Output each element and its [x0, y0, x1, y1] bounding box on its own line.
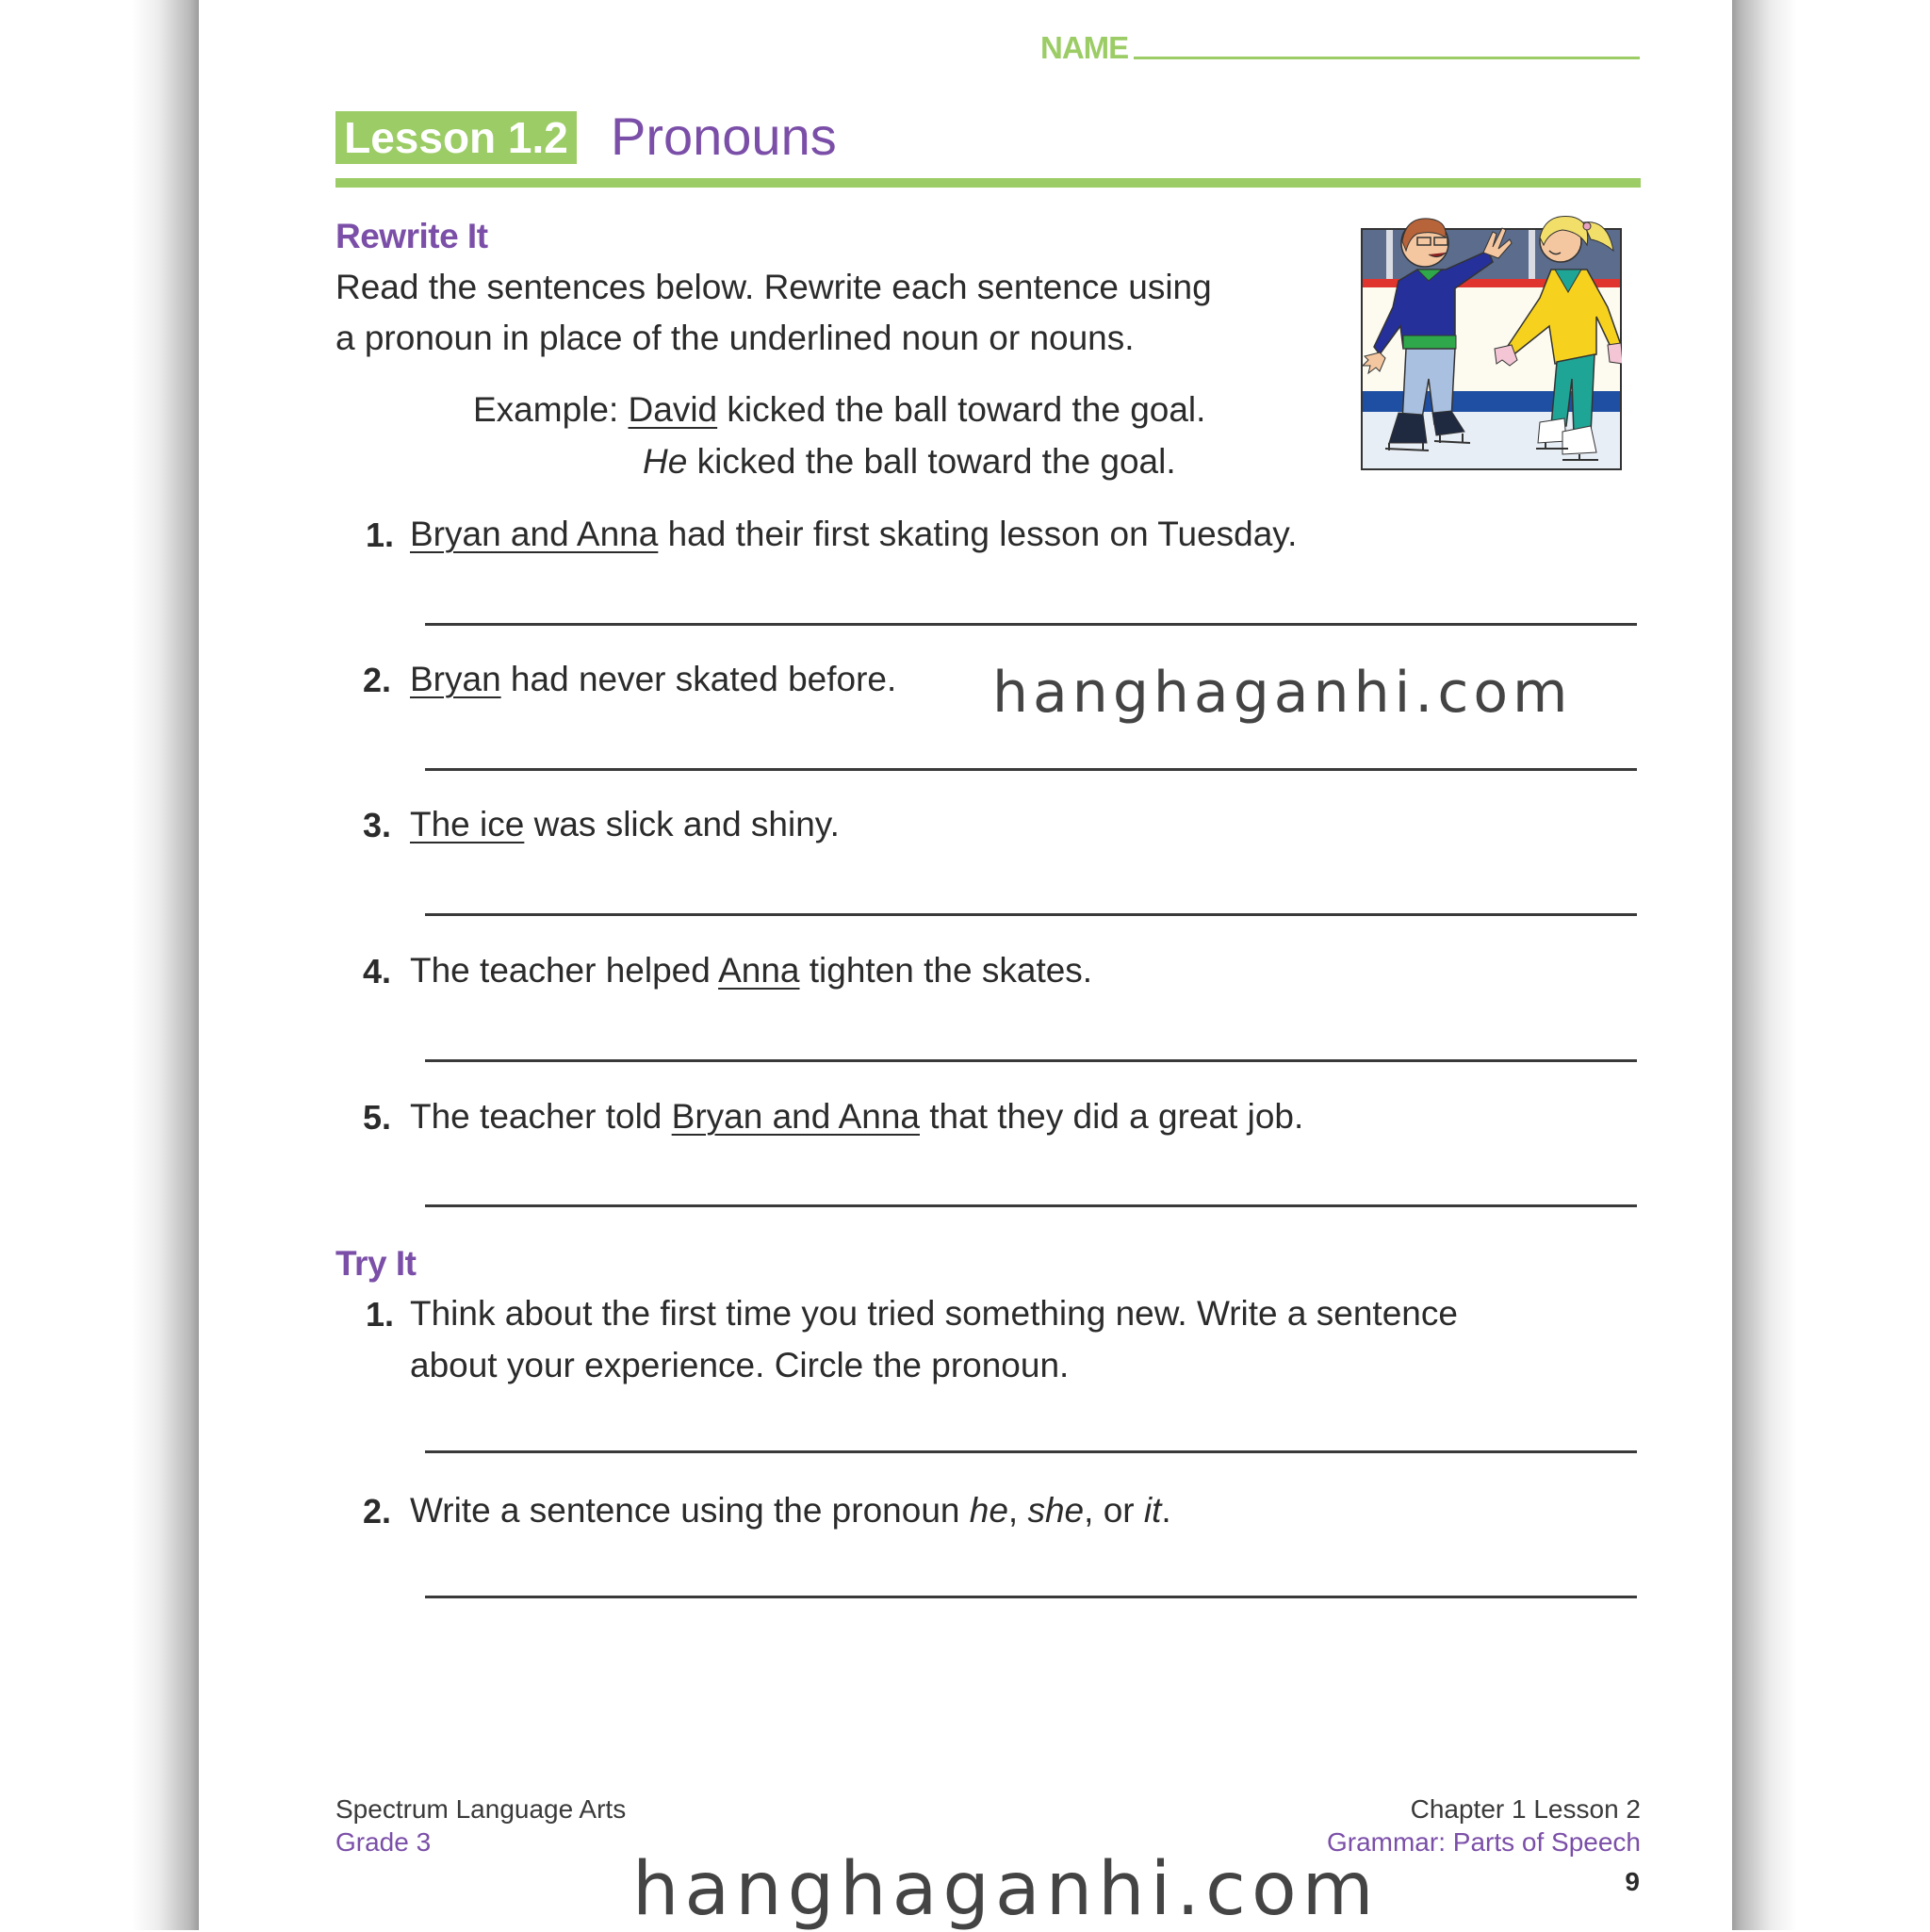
question-4-text	[410, 951, 1092, 991]
answer-line-3[interactable]	[425, 913, 1637, 916]
question-2-rest: had never skated before.	[500, 660, 897, 698]
page-number: 9	[1625, 1867, 1640, 1896]
question-1-rest: had their first skating lesson on Tuesday.	[658, 515, 1298, 553]
try-1-line-2: about your experience. Circle the pronoun.	[410, 1346, 1070, 1384]
try-2-text	[410, 1491, 1171, 1531]
question-5-number: 5.	[363, 1098, 392, 1137]
name-label: NAME	[1040, 30, 1129, 65]
try-1-line-1: Think about the first time you tried something new. Write a sentence	[410, 1294, 1458, 1333]
question-5-before: The teacher told	[410, 1097, 672, 1136]
page-title: Pronouns	[611, 106, 837, 166]
answer-line-1[interactable]	[425, 623, 1637, 626]
footer-chapter: Chapter 1 Lesson 2	[1410, 1794, 1641, 1824]
question-3-underlined: The ice	[410, 805, 525, 843]
watermark-middle: hanghaganhi.com	[992, 660, 1573, 726]
question-5-rest: that they did a great job.	[920, 1097, 1304, 1136]
period: .	[1161, 1491, 1171, 1530]
pronoun-it: it	[1143, 1491, 1162, 1530]
question-1-number: 1.	[366, 516, 395, 554]
footer-grade: Grade 3	[335, 1827, 432, 1857]
example-rest: kicked the ball toward the goal.	[717, 390, 1206, 429]
page-shadow-left	[132, 0, 200, 1930]
two-children-ice-skating-illustration	[1361, 213, 1622, 473]
question-4-before: The teacher helped	[410, 951, 719, 990]
question-2-text	[410, 660, 896, 699]
try-answer-line-2[interactable]	[425, 1596, 1637, 1598]
pronoun-he: he	[969, 1491, 1008, 1530]
lesson-badge: Lesson 1.2	[335, 111, 577, 164]
try-2-prefix: Write a sentence using the pronoun	[410, 1491, 970, 1530]
example-underlined-noun: David	[628, 390, 718, 429]
footer-topic: Grammar: Parts of Speech	[1326, 1827, 1641, 1857]
answer-line-2[interactable]	[425, 768, 1637, 771]
instructions-line-1: Read the sentences below. Rewrite each sentence using	[335, 268, 1212, 306]
question-3-text	[410, 805, 840, 844]
pronoun-she: she	[1027, 1491, 1085, 1530]
question-3-rest: was slick and shiny.	[524, 805, 840, 843]
question-2-underlined: Bryan	[410, 660, 501, 698]
example-answer	[643, 442, 1176, 482]
try-1-number: 1.	[366, 1295, 395, 1334]
footer-book-title: Spectrum Language Arts	[335, 1794, 627, 1824]
separator: , or	[1084, 1491, 1144, 1530]
separator: ,	[1007, 1491, 1028, 1530]
try-answer-line-1[interactable]	[425, 1450, 1637, 1453]
question-1-text	[410, 515, 1297, 554]
question-4-rest: tighten the skates.	[799, 951, 1093, 990]
question-3-number: 3.	[363, 806, 392, 844]
example-answer-pronoun: He	[643, 442, 688, 481]
answer-line-5[interactable]	[425, 1204, 1637, 1207]
question-1-underlined: Bryan and Anna	[410, 515, 659, 553]
section-heading-try-it: Try It	[335, 1244, 417, 1283]
question-4-underlined: Anna	[718, 951, 800, 990]
page-shadow-right	[1731, 0, 1797, 1930]
example-label: Example:	[473, 390, 619, 429]
example-sentence	[473, 390, 1205, 430]
question-4-number: 4.	[363, 952, 392, 991]
question-5-underlined: Bryan and Anna	[671, 1097, 920, 1136]
name-field-line[interactable]	[1134, 57, 1640, 59]
example-answer-rest: kicked the ball toward the goal.	[687, 442, 1176, 481]
try-2-number: 2.	[363, 1492, 392, 1531]
watermark-bottom: hanghaganhi.com	[632, 1847, 1380, 1932]
instructions-line-2: a pronoun in place of the underlined noun or nouns.	[335, 319, 1135, 357]
section-heading-rewrite: Rewrite It	[335, 217, 488, 255]
question-2-number: 2.	[363, 661, 392, 699]
answer-line-4[interactable]	[425, 1059, 1637, 1062]
title-divider	[335, 178, 1641, 188]
question-5-text	[410, 1097, 1303, 1137]
